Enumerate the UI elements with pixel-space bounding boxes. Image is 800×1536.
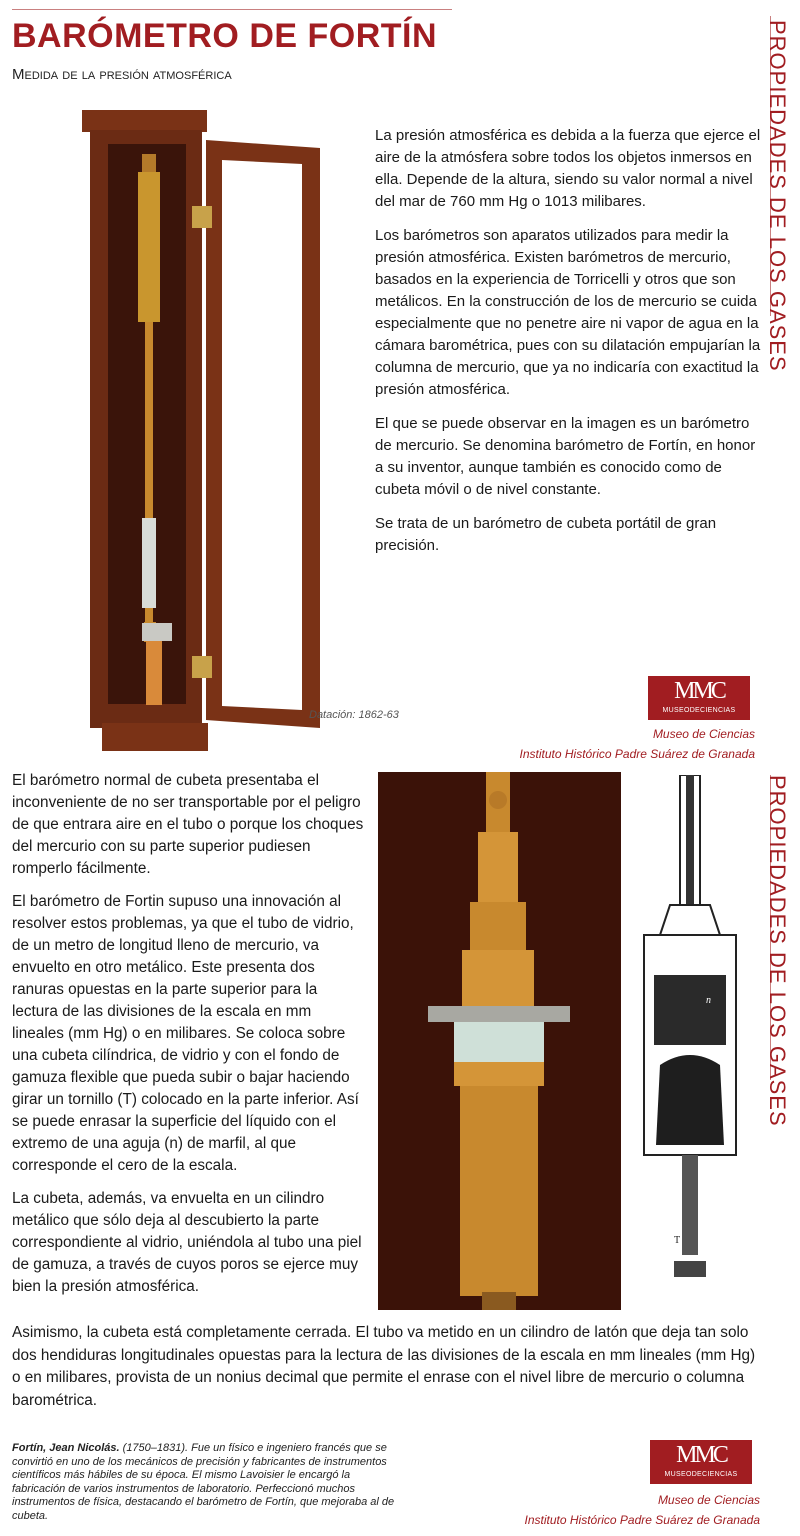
door-glass [222, 160, 302, 710]
closeup-clamp-plate [428, 1006, 570, 1022]
credit-museum: Museo de Ciencias [652, 727, 755, 741]
intro-paragraph-1: La presión atmosférica es debida a la fuerza que ejerce el aire de la atmósfera sobre todos los objetos inmersos en ella. Depende de la altura, siendo su valor normal a nivel del mar de 760 mm Hg o 1013 milibares. [375, 127, 761, 210]
mechanism-paragraph-1: El barómetro normal de cubeta presentaba el inconveniente de no ser transportable por el peligro de que entrara aire en el tubo o porque los choques del mercurio con su parte superior pudiesen romperlo fácilmente. [12, 772, 364, 877]
bottom-paragraph: Asimismo, la cubeta está completamente cerrada. El tubo va metido en un cilindro de latón que deja tan solo dos hendiduras longitudinales opuestas para la lectura de las divisiones de la escala en mm lineales (mm Hg) o en milibares, provista de un nonius decimal que permite el enrase con el nivel libre de mercurio o columna barométrica. [12, 1324, 756, 1409]
closeup-glass-cistern [454, 1022, 544, 1062]
title-rule [12, 9, 452, 10]
barometer-scale [138, 172, 160, 322]
intro-text [375, 125, 765, 569]
hinge-top [192, 206, 212, 228]
intro-paragraph-3: El que se puede observar en la imagen es un barómetro de mercurio. Se denomina barómetro de Fortín, en honor a su inventor, aunque también es conocido como de cubeta móvil o de nivel constante. [375, 415, 756, 498]
barometer-cap [142, 154, 156, 172]
credit-institute: Instituto Histórico Padre Suárez de Granada [524, 1513, 760, 1527]
diagram-neck [660, 905, 720, 935]
logo-wordmark: MUSEODECIENCIAS [664, 1471, 738, 1478]
logo-wordmark: MUSEODECIENCIAS [662, 707, 736, 714]
closeup-collar-2 [470, 902, 526, 950]
credit-institute: Instituto Histórico Padre Suárez de Granada [519, 747, 755, 761]
page-title: BARÓMETRO DE FORTÍN [12, 17, 438, 55]
credit-bottom [400, 1490, 760, 1530]
barometer-cabinet-photo [80, 108, 330, 753]
diagram-mercury-column [686, 775, 694, 905]
cabinet-top [82, 110, 207, 132]
diagram-screw [682, 1155, 698, 1255]
cistern-diagram [630, 775, 748, 1305]
cistern [146, 641, 162, 705]
diagram-label-t: T [674, 1235, 681, 1246]
diagram-label-n: n [706, 995, 711, 1006]
credit-museum: Museo de Ciencias [657, 1493, 760, 1507]
page-subtitle: Medida de la presión atmosférica [12, 66, 232, 83]
thermometer [142, 518, 156, 608]
dating: Datación: 1862-63 [309, 709, 399, 721]
bio-text: (1750–1831). Fue un físico e ingeniero francés que se convirtió en uno de los mecánicos de precisión y fabricantes de instrumentos científicos más hábiles de su época. El mismo Lavoisier le encargó la fabricación de varios instrumentos de laboratorio. Perfeccionó muchos instrumentos de física, destacando el barómetro de Fortín, que mejoraba al de cubeta. [12, 1442, 395, 1522]
bio-name: Fortín, Jean Nicolás. [12, 1442, 120, 1454]
diagram-mercury-upper [654, 975, 726, 1045]
closeup-ring [454, 1062, 544, 1086]
logo-mark: MMC [674, 678, 724, 704]
logo-mark: MMC [676, 1442, 726, 1468]
diagram-screw-knob [674, 1261, 706, 1277]
intro-paragraph-2: Los barómetros son aparatos utilizados para medir la presión atmosférica. Existen barómetros de mercurio, basados en la experiencia de Torricelli y otros que son metálicos. En la construcción de los de mercurio se cuida especialmente que no penetre aire ni vapor de agua en la cámara barométrica, pues con su dilatación empujarían la columna de mercurio, que ya no indicaría con exactitud la presión atmosférica. [375, 227, 761, 398]
side-label-top: PROPIEDADES DE LOS GASES [765, 20, 790, 372]
mechanism-paragraph-2: El barómetro de Fortin supuso una innovación al resolver estos problemas, ya que el tubo de vidrio, de un metro de longitud lleno de mercurio, va envuelto en otro metálico. Este presenta dos ranuras opuestas en la parte superior para la lectura de las divisiones de la escala en mm lineales (mm Hg) o en milibares. Se coloca sobre una cubeta cilíndrica, de vidrio y con el fondo de gamuza flexible que pueda subir o bajar haciendo girar un tornillo (T) colocado en la parte inferior. Así se puede enrasar la superficie del líquido con el extremo de una aguja (n) de marfil, al que corresponde el cero de la escala. [12, 893, 359, 1174]
closeup-cistern-body [460, 1086, 538, 1296]
museum-logo-bottom [650, 1440, 752, 1484]
hinge-bottom [192, 656, 212, 678]
closeup-base [482, 1292, 516, 1310]
closeup-collar-3 [462, 950, 534, 1006]
cistern-closeup-photo [378, 772, 621, 1310]
fortin-bio [12, 1442, 397, 1523]
intro-paragraph-4: Se trata de un barómetro de cubeta portátil de gran precisión. [375, 515, 717, 554]
diagram-leather-bag [656, 1055, 724, 1145]
closeup-collar-1 [478, 832, 518, 902]
side-label-bottom: PROPIEDADES DE LOS GASES [765, 775, 790, 1127]
museum-logo-top [648, 676, 750, 720]
mechanism-text [12, 770, 364, 1309]
cabinet-base [102, 723, 208, 751]
mechanism-paragraph-3: La cubeta, además, va envuelta en un cilindro metálico que sólo deja al descubierto la parte correspondiente al vidrio, uniéndola al tubo una piel de gamuza, a través de cuyos poros se ejerce muy bien la presión atmosférica. [12, 1190, 362, 1295]
credit-top [400, 724, 755, 764]
cistern-clamp [142, 623, 172, 641]
closeup-screw-head [489, 791, 507, 809]
